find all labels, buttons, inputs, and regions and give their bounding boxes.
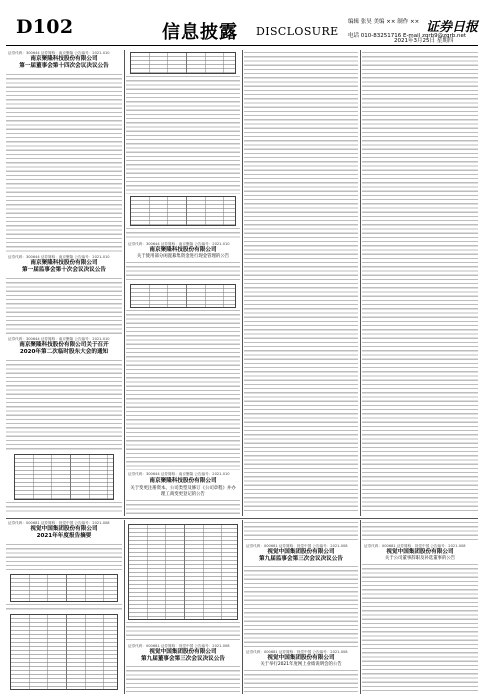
column-divider <box>242 520 243 694</box>
article-subtitle: 第一届监事会第十次会议决议公告 <box>22 267 106 273</box>
data-table <box>130 52 236 74</box>
article-body <box>126 76 240 194</box>
article-body <box>6 604 122 612</box>
article-title: 南京聚隆科技股份有限公司 <box>30 260 98 266</box>
lower-column-1 <box>6 520 122 694</box>
stock-code-line: 证券代码：000681 证券简称：视觉中国 公告编号：2021-008 <box>246 544 348 548</box>
article-body <box>6 502 122 514</box>
article-body <box>126 500 240 514</box>
column-divider <box>242 50 243 516</box>
article-title: 南京聚隆科技股份有限公司关于召开 <box>19 342 109 348</box>
stock-code-line: 证券代码：000681 证券简称：视觉中国 公告编号：2021-008 <box>8 521 110 525</box>
column-divider <box>360 50 361 516</box>
section-title-en: DISCLOSURE <box>256 25 339 38</box>
data-table <box>128 524 238 620</box>
newspaper-page <box>6 6 478 694</box>
article-subtitle: 第九届监事会第三次会议决议公告 <box>259 556 343 562</box>
stock-code-line: 证券代码：000681 证券简称：视觉中国 公告编号：2021-008 <box>246 650 348 654</box>
article-body <box>126 666 240 692</box>
data-table <box>130 196 236 226</box>
article-subtitle: 关于使用部分闲置募集资金进行现金管理的公告 <box>136 254 230 259</box>
article-body <box>244 52 358 512</box>
edition-info: 编辑 张昊 美编 ×× 制作 ×× <box>348 19 420 25</box>
masthead <box>6 6 478 46</box>
brand-logo: 证券日报 <box>426 20 479 35</box>
article-title: 视觉中国集团股份有限公司 <box>386 549 454 555</box>
article-body <box>126 310 240 470</box>
article-title: 视觉中国集团股份有限公司 <box>149 649 217 655</box>
article-body <box>362 52 478 512</box>
column-1 <box>6 50 122 516</box>
article-title: 视觉中国集团股份有限公司 <box>267 549 335 555</box>
article-title: 南京聚隆科技股份有限公司 <box>149 247 217 253</box>
lower-column-2 <box>126 520 240 694</box>
lower-column-3 <box>244 520 358 694</box>
data-table <box>130 284 236 308</box>
stock-code-line: 证券代码：300644 证券简称：南京聚隆 公告编号：2021-010 <box>8 255 110 259</box>
column-2 <box>126 50 240 516</box>
article-body <box>6 360 122 452</box>
stock-code-line: 证券代码：300644 证券简称：南京聚隆 公告编号：2021-010 <box>8 51 110 55</box>
article-body <box>6 544 122 570</box>
contact-info: 电话 010-83251716 E-mail zqrb9@zqrb.net <box>348 33 467 39</box>
page-number: D102 <box>16 16 74 38</box>
article-title: 视觉中国集团股份有限公司 <box>267 655 335 661</box>
article-subtitle: 关于举行2021年度网上业绩说明会的公告 <box>260 662 342 667</box>
article-body <box>126 228 240 240</box>
column-divider <box>124 50 125 516</box>
article-subtitle: 关于变更注册资本、公司类型及修订《公司章程》并办理工商变更登记的公告 <box>130 486 236 497</box>
data-table <box>10 574 118 602</box>
article-body <box>126 262 240 282</box>
article-body <box>362 522 478 542</box>
article-subtitle: 第一届董事会第十四次会议决议公告 <box>19 63 109 69</box>
data-table <box>10 614 118 690</box>
column-4 <box>362 50 478 516</box>
article-subtitle: 第九届董事会第三次会议决议公告 <box>141 656 225 662</box>
article-title: 视觉中国集团股份有限公司 <box>30 526 98 532</box>
data-table <box>14 454 114 500</box>
article-body <box>244 566 358 648</box>
article-body <box>362 564 478 692</box>
article-body <box>126 622 240 642</box>
article-subtitle: 关于公司董事辞职及补选董事的公告 <box>384 556 456 561</box>
lower-column-4 <box>362 520 478 694</box>
article-body <box>6 278 122 334</box>
article-title: 南京聚隆科技股份有限公司 <box>30 56 98 62</box>
stock-code-line: 证券代码：000681 证券简称：视觉中国 公告编号：2021-008 <box>128 644 230 648</box>
stock-code-line: 证券代码：300644 证券简称：南京聚隆 公告编号：2021-010 <box>8 337 110 341</box>
stock-code-line: 证券代码：300644 证券简称：南京聚隆 公告编号：2021-010 <box>128 242 230 246</box>
section-title: 信息披露 <box>162 22 238 43</box>
issue-date: 2021年3月25日 星期四 <box>394 38 454 44</box>
column-divider <box>360 520 361 694</box>
column-3 <box>244 50 358 516</box>
column-divider <box>124 520 125 694</box>
article-body <box>244 670 358 692</box>
section-divider <box>6 518 478 519</box>
article-title: 南京聚隆科技股份有限公司 <box>149 478 217 484</box>
article-body <box>6 74 122 252</box>
stock-code-line: 证券代码：300644 证券简称：南京聚隆 公告编号：2021-010 <box>128 472 230 476</box>
article-subtitle: 2021年年度报告摘要 <box>36 533 92 539</box>
article-subtitle: 2020年第二次临时股东大会的通知 <box>19 349 109 355</box>
article-body <box>244 522 358 542</box>
stock-code-line: 证券代码：000681 证券简称：视觉中国 公告编号：2021-008 <box>364 544 466 548</box>
